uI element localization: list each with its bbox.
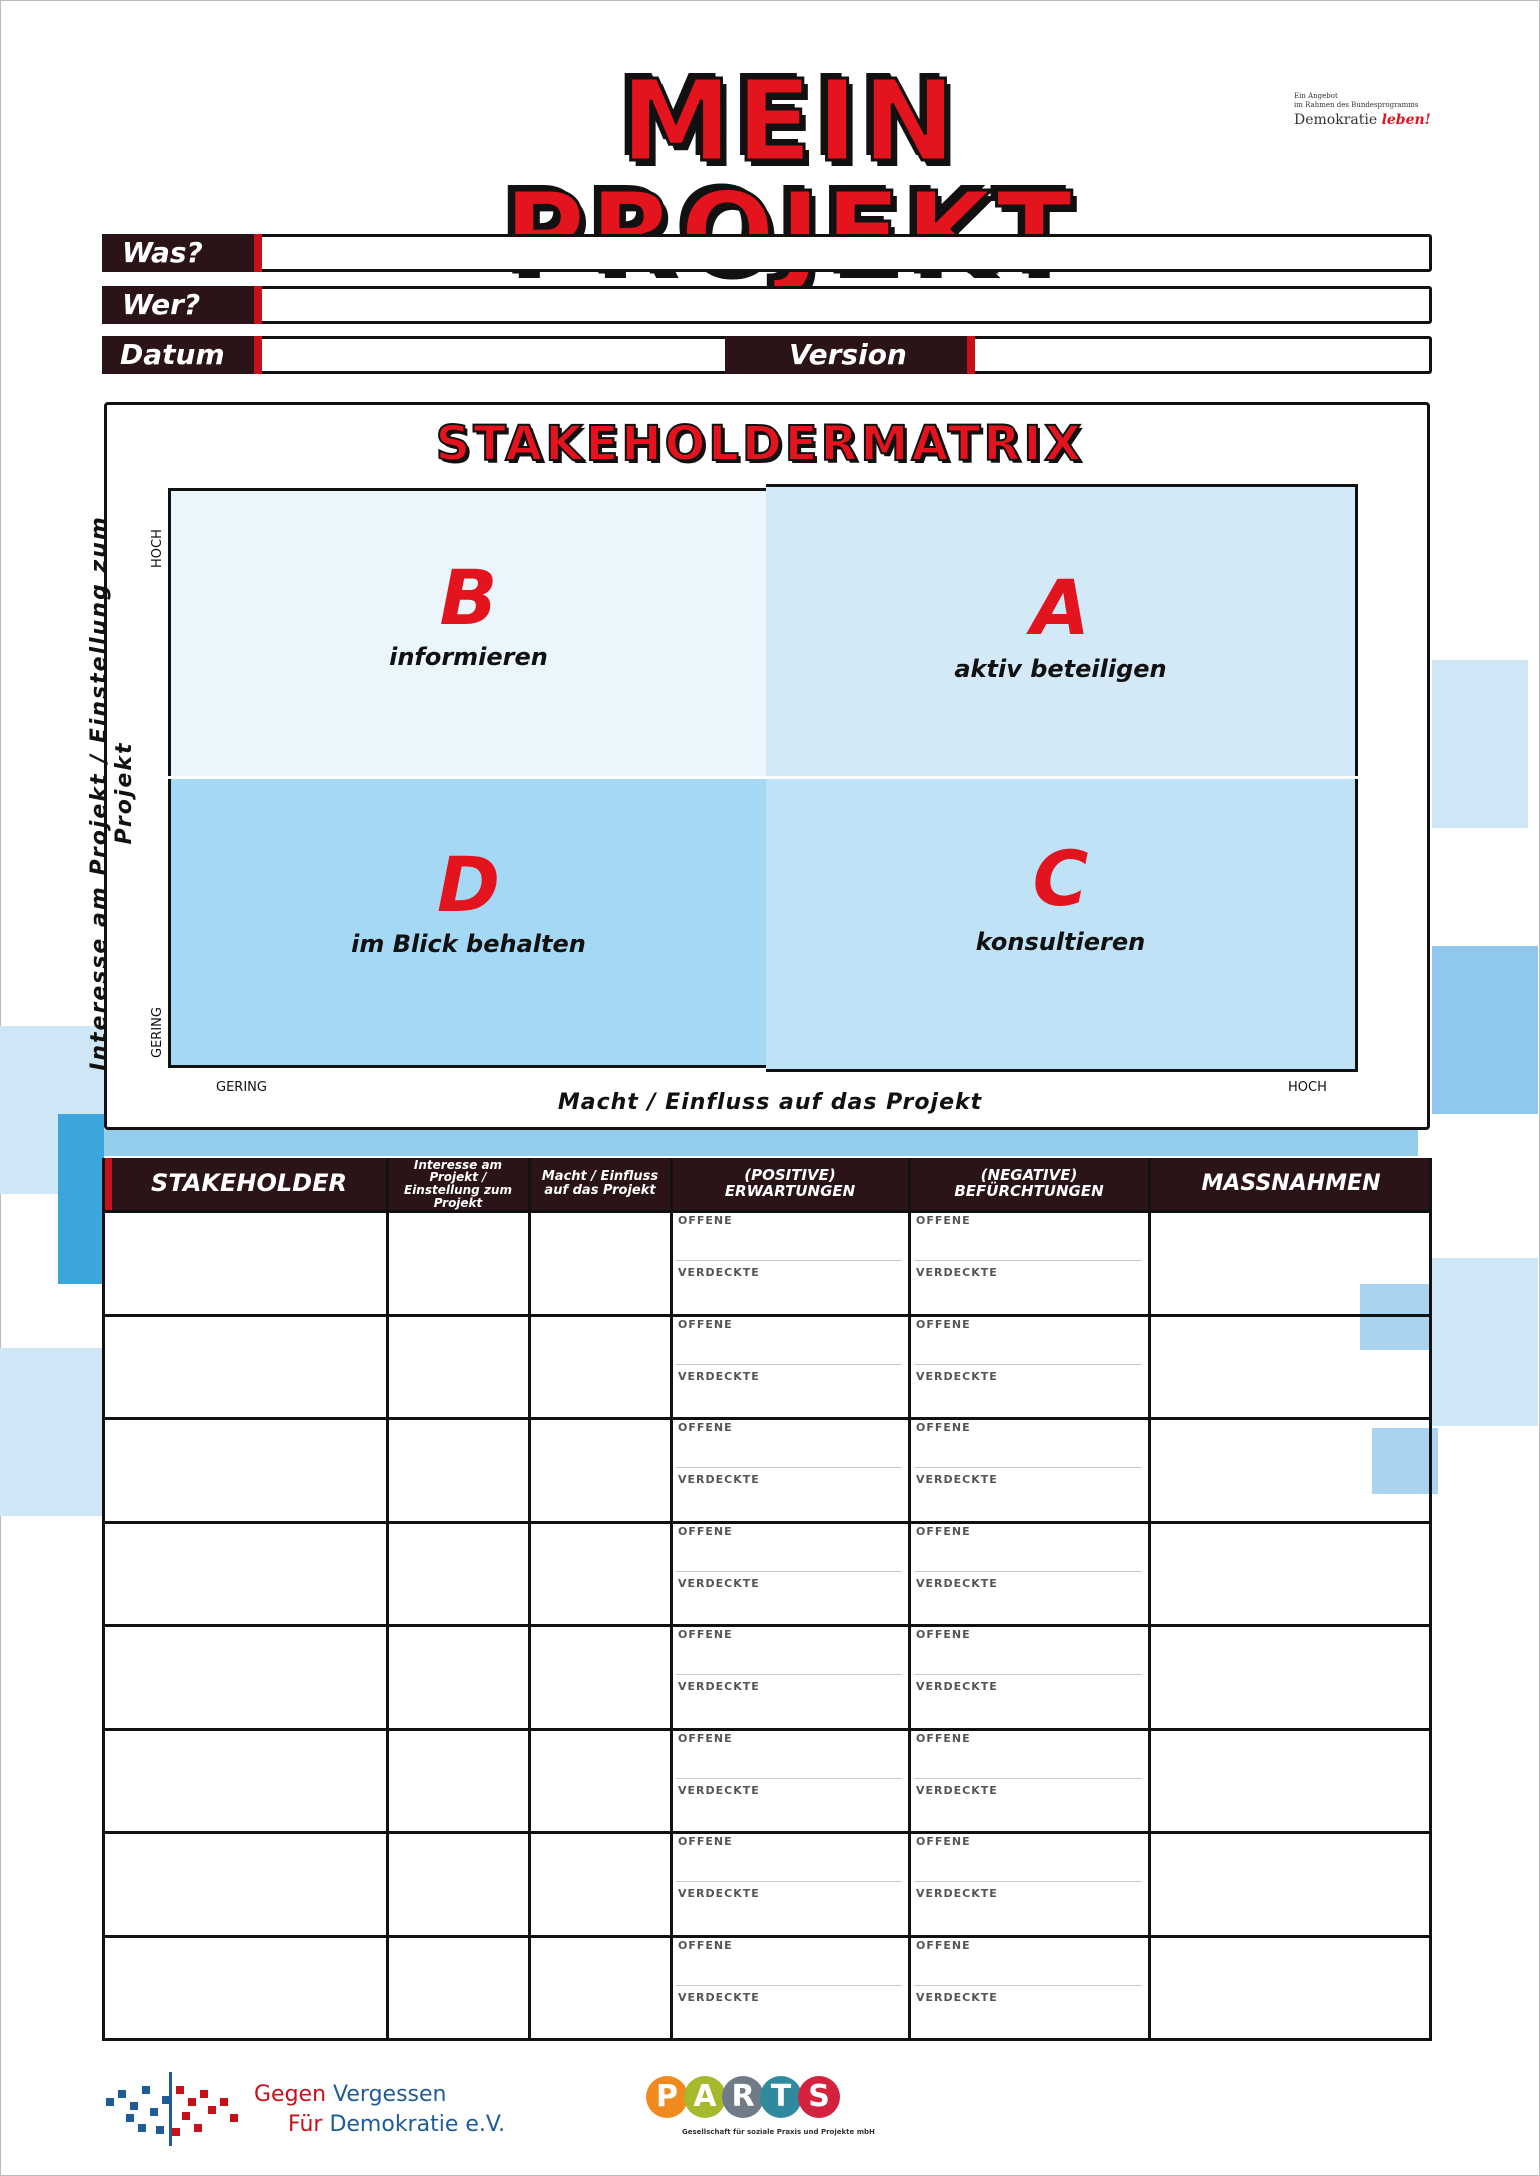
- table-cell[interactable]: [105, 1524, 386, 1625]
- sub-label-offene: OFFENE: [678, 1939, 733, 1952]
- datum-label: Datum: [102, 336, 262, 374]
- sub-divider: [676, 1364, 902, 1365]
- sub-label-verdeckte: VERDECKTE: [678, 1266, 760, 1279]
- sub-label-offene: OFFENE: [678, 1421, 733, 1434]
- table-cell[interactable]: [105, 1213, 386, 1314]
- table-cell[interactable]: [531, 1731, 670, 1832]
- table-cell[interactable]: [673, 1420, 908, 1521]
- table-cell[interactable]: [389, 1213, 528, 1314]
- table-cell[interactable]: [531, 1213, 670, 1314]
- table-cell[interactable]: [673, 1834, 908, 1935]
- matrix-title: STAKEHOLDERMATRIX: [435, 416, 1085, 472]
- table-cell[interactable]: [673, 1524, 908, 1625]
- table-cell[interactable]: [1151, 1938, 1432, 2039]
- gv-word-1: Gegen: [254, 2082, 327, 2107]
- y-axis-high: HOCH: [150, 529, 165, 568]
- decor-strip: [96, 1130, 1418, 1156]
- table-cell[interactable]: [105, 1627, 386, 1728]
- parts-letter-s: S: [798, 2076, 840, 2118]
- sub-label-verdeckte: VERDECKTE: [916, 1577, 998, 1590]
- sub-label-offene: OFFENE: [916, 1939, 971, 1952]
- table-cell[interactable]: [531, 1420, 670, 1521]
- sub-divider: [914, 1778, 1142, 1779]
- table-cell[interactable]: [911, 1317, 1148, 1418]
- table-cell[interactable]: [389, 1317, 528, 1418]
- quadrant-c: [766, 778, 1358, 1072]
- gv-word-3: Für: [288, 2112, 323, 2137]
- table-cell[interactable]: [389, 1627, 528, 1728]
- table-cell[interactable]: [389, 1420, 528, 1521]
- table-cell[interactable]: [1151, 1420, 1432, 1521]
- gv-word-4: Demokratie e.V.: [329, 2112, 506, 2137]
- wer-label: Wer?: [102, 286, 262, 324]
- sub-label-offene: OFFENE: [916, 1525, 971, 1538]
- table-cell[interactable]: [531, 1627, 670, 1728]
- table-cell[interactable]: [389, 1731, 528, 1832]
- table-cell[interactable]: [531, 1834, 670, 1935]
- table-cell[interactable]: [389, 1938, 528, 2039]
- table-cell[interactable]: [531, 1524, 670, 1625]
- gegen-vergessen-text: [254, 2080, 505, 2140]
- quadrant-a-letter: A: [1031, 563, 1090, 652]
- sub-label-offene: OFFENE: [678, 1525, 733, 1538]
- header-stakeholder: STAKEHOLDER: [102, 1158, 386, 1210]
- y-axis-low: GERING: [150, 1007, 165, 1058]
- page-title: MEIN: [620, 57, 960, 187]
- sub-label-verdeckte: VERDECKTE: [916, 1266, 998, 1279]
- sub-divider: [676, 1985, 902, 1986]
- table-cell[interactable]: [105, 1317, 386, 1418]
- sponsor-line2: im Rahmen des Bundesprogramms: [1294, 101, 1419, 110]
- matrix-center-line: [168, 776, 1358, 779]
- sponsor-line1: Ein Angebot: [1294, 92, 1338, 100]
- sub-divider: [676, 1778, 902, 1779]
- table-cell[interactable]: [911, 1627, 1148, 1728]
- x-axis-high: HOCH: [1288, 1080, 1327, 1095]
- quadrant-c-letter: C: [1032, 834, 1089, 923]
- parts-letter-r: R: [722, 2076, 764, 2118]
- quadrant-b: [168, 488, 766, 778]
- sub-label-offene: OFFENE: [916, 1835, 971, 1848]
- table-cell[interactable]: [105, 1834, 386, 1935]
- header-macht: Macht / Einfluss auf das Projekt: [528, 1158, 670, 1210]
- parts-tagline: Gesellschaft für soziale Praxis und Projekte mbH: [682, 2128, 875, 2136]
- quadrant-a-label: aktiv beteiligen: [954, 655, 1167, 683]
- quadrant-b-label: informieren: [389, 643, 548, 671]
- sub-label-verdeckte: VERDECKTE: [916, 1887, 998, 1900]
- quadrant-a: [766, 484, 1358, 778]
- sub-divider: [676, 1571, 902, 1572]
- table-cell[interactable]: [673, 1317, 908, 1418]
- table-cell[interactable]: [1151, 1834, 1432, 1935]
- sub-divider: [914, 1674, 1142, 1675]
- decor-square: [1432, 1258, 1538, 1426]
- table-cell[interactable]: [673, 1213, 908, 1314]
- wer-row[interactable]: [102, 286, 1432, 324]
- sub-label-verdeckte: VERDECKTE: [916, 1473, 998, 1486]
- sub-divider: [914, 1260, 1142, 1261]
- sub-label-offene: OFFENE: [678, 1732, 733, 1745]
- sub-label-offene: OFFENE: [916, 1732, 971, 1745]
- table-cell[interactable]: [911, 1731, 1148, 1832]
- decor-square: [1432, 660, 1528, 828]
- sub-label-offene: OFFENE: [916, 1421, 971, 1434]
- parts-letter-p: P: [646, 2076, 688, 2118]
- was-row[interactable]: [102, 234, 1432, 272]
- table-cell[interactable]: [389, 1524, 528, 1625]
- table-cell[interactable]: [1151, 1627, 1432, 1728]
- sub-label-verdeckte: VERDECKTE: [916, 1991, 998, 2004]
- quadrant-d: [168, 778, 766, 1068]
- table-cell[interactable]: [911, 1213, 1148, 1314]
- sub-divider: [676, 1260, 902, 1261]
- sub-label-verdeckte: VERDECKTE: [678, 1887, 760, 1900]
- sub-label-offene: OFFENE: [678, 1835, 733, 1848]
- was-label: Was?: [102, 234, 262, 272]
- table-cell[interactable]: [911, 1834, 1148, 1935]
- x-axis-label: Macht / Einfluss auf das Projekt: [557, 1090, 983, 1115]
- sub-label-verdeckte: VERDECKTE: [916, 1784, 998, 1797]
- sub-label-offene: OFFENE: [916, 1318, 971, 1331]
- version-label: Version: [725, 336, 975, 374]
- gegen-vergessen-logo-icon: [96, 2068, 246, 2148]
- sub-label-verdeckte: VERDECKTE: [678, 1577, 760, 1590]
- table-cell[interactable]: [673, 1627, 908, 1728]
- gv-word-2: Vergessen: [333, 2082, 447, 2107]
- table-cell[interactable]: [105, 1420, 386, 1521]
- decor-square: [1432, 946, 1538, 1114]
- y-axis-label: Interesse am Projekt / Einstellung zum Projekt: [87, 515, 137, 1071]
- quadrant-d-letter: D: [436, 840, 501, 929]
- sub-divider: [914, 1364, 1142, 1365]
- sub-label-offene: OFFENE: [678, 1214, 733, 1227]
- table-cell[interactable]: [911, 1524, 1148, 1625]
- sub-label-offene: OFFENE: [916, 1214, 971, 1227]
- sponsor-brand-main: Demokratie: [1294, 112, 1378, 129]
- sub-label-offene: OFFENE: [916, 1628, 971, 1641]
- header-positive: (POSITIVE) ERWARTUNGEN: [670, 1158, 908, 1210]
- quadrant-d-label: im Blick behalten: [351, 930, 586, 958]
- sub-divider: [676, 1881, 902, 1882]
- table-cell[interactable]: [673, 1731, 908, 1832]
- table-cell[interactable]: [105, 1731, 386, 1832]
- sponsor-brand: [1294, 112, 1434, 128]
- table-cell[interactable]: [911, 1938, 1148, 2039]
- sub-label-verdeckte: VERDECKTE: [678, 1991, 760, 2004]
- sub-divider: [676, 1467, 902, 1468]
- sub-label-verdeckte: VERDECKTE: [678, 1784, 760, 1797]
- sub-label-offene: OFFENE: [678, 1628, 733, 1641]
- sub-label-offene: OFFENE: [678, 1318, 733, 1331]
- x-axis-low: GERING: [216, 1080, 267, 1095]
- sub-divider: [676, 1674, 902, 1675]
- table-cell[interactable]: [911, 1420, 1148, 1521]
- sub-label-verdeckte: VERDECKTE: [678, 1680, 760, 1693]
- sponsor-brand-accent: leben!: [1381, 112, 1431, 129]
- header-negative: (NEGATIVE) BEFÜRCHTUNGEN: [908, 1158, 1148, 1210]
- sub-divider: [914, 1467, 1142, 1468]
- quadrant-b-letter: B: [439, 553, 498, 642]
- sub-divider: [914, 1985, 1142, 1986]
- sub-label-verdeckte: VERDECKTE: [916, 1680, 998, 1693]
- parts-letter-t: T: [760, 2076, 802, 2118]
- table-cell[interactable]: [1151, 1731, 1432, 1832]
- sub-divider: [914, 1571, 1142, 1572]
- table-cell[interactable]: [1151, 1213, 1432, 1314]
- datum-row[interactable]: [102, 336, 1432, 374]
- table-cell[interactable]: [1151, 1524, 1432, 1625]
- table-cell[interactable]: [531, 1317, 670, 1418]
- header-massnahmen: MASSNAHMEN: [1148, 1158, 1432, 1210]
- sub-divider: [914, 1881, 1142, 1882]
- decor-square: [0, 1348, 104, 1516]
- table-cell[interactable]: [673, 1938, 908, 2039]
- sub-label-verdeckte: VERDECKTE: [678, 1473, 760, 1486]
- parts-letter-a: A: [684, 2076, 726, 2118]
- header-interesse: Interesse am Projekt / Einstellung zum Projekt: [386, 1158, 528, 1210]
- table-cell[interactable]: [1151, 1317, 1432, 1418]
- sub-label-verdeckte: VERDECKTE: [678, 1370, 760, 1383]
- table-cell[interactable]: [105, 1938, 386, 2039]
- sponsor-logo: [1294, 92, 1434, 128]
- sub-label-verdeckte: VERDECKTE: [916, 1370, 998, 1383]
- quadrant-c-label: konsultieren: [975, 928, 1146, 956]
- table-cell[interactable]: [389, 1834, 528, 1935]
- table-cell[interactable]: [531, 1938, 670, 2039]
